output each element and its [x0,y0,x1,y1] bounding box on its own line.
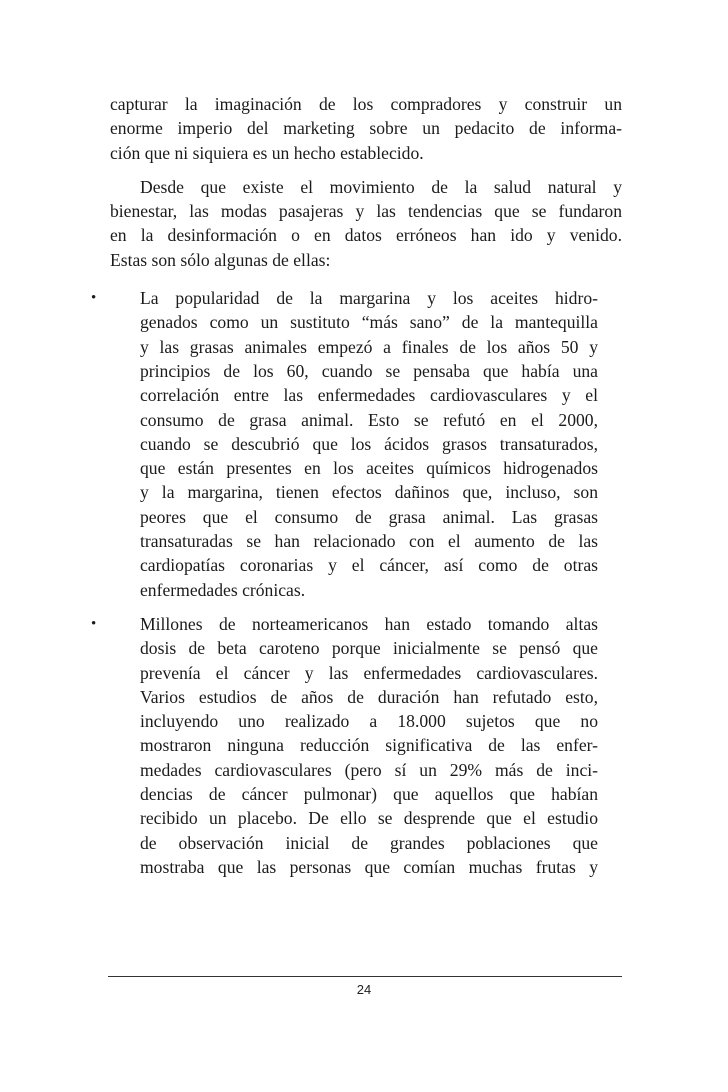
text-line: cardiopatías coronarias y el cáncer, así como de otras [140,555,598,576]
list-spacer [110,602,622,612]
list-item-margarine [91,286,622,602]
text-line: recibido un placebo. De ello se desprende que el estudio [140,808,598,829]
bullet-marker: • [91,615,97,632]
text-line: peores que el consumo de grasa animal. Las grasas [140,506,598,527]
text-line: enorme imperio del marketing sobre un pedacito de informa- [110,118,622,139]
text-line: bienestar, las modas pasajeras y las tendencias que se fundaron [110,201,622,222]
text-line: Millones de norteamericanos han estado tomando altas [140,613,598,634]
text-line: mostraron ninguna reducción significativa de las enfer- [140,735,598,756]
paragraph-spacer [110,165,622,175]
text-line: capturar la imaginación de los compradores y construir un [110,94,622,114]
text-line: Desde que existe el movimiento de la salud natural y [140,176,622,197]
text-line: y la margarina, tienen efectos dañinos que, incluso, son [140,482,598,503]
text-line: Varios estudios de años de duración han refutado esto, [140,686,598,707]
text-line: genados como un sustituto “más sano” de la mantequilla [140,312,598,333]
text-line: ción que ni siquiera es un hecho establecido. [110,142,424,163]
footer-divider [108,976,622,977]
text-line: correlación entre las enfermedades cardiovasculares y el [140,385,598,406]
paragraph-fads-intro [110,175,622,272]
text-line: en la desinformación o en datos erróneos han ido y venido. [110,225,622,246]
text-line: La popularidad de la margarina y los aceites hidro- [140,288,598,309]
text-line: prevenía el cáncer y las enfermedades cardiovasculares. [140,662,598,683]
text-line: incluyendo uno realizado a 18.000 sujetos que no [140,711,598,732]
list-spacer [110,272,622,286]
text-line: transaturadas se han relacionado con el aumento de las [140,531,598,552]
paragraph-continued [110,92,622,165]
text-line: enfermedades crónicas. [140,579,306,600]
text-line: cuando se descubrió que los ácidos grasos transaturados, [140,433,598,454]
text-line: dosis de beta caroteno porque inicialmente se pensó que [140,638,598,659]
text-line: consumo de grasa animal. Esto se refutó en el 2000, [140,409,598,430]
text-line: y las grasas animales empezó a finales de los años 50 y [140,336,598,357]
text-line: que están presentes en los aceites químicos hidrogenados [140,458,598,479]
page-body [91,92,622,879]
bullet-marker: • [91,290,97,307]
text-line: dencias de cáncer pulmonar) que aquellos que habían [140,784,598,805]
text-line: medades cardiovasculares (pero sí un 29% más de inci- [140,759,598,780]
text-line: Estas son sólo algunas de ellas: [110,249,331,270]
page-number: 24 [356,982,372,997]
list-item-beta-carotene [91,612,622,879]
text-line: principios de los 60, cuando se pensaba que había una [140,360,598,381]
text-line: de observación inicial de grandes poblaciones que [140,832,598,853]
text-line: mostraba que las personas que comían muchas frutas y [140,856,598,877]
